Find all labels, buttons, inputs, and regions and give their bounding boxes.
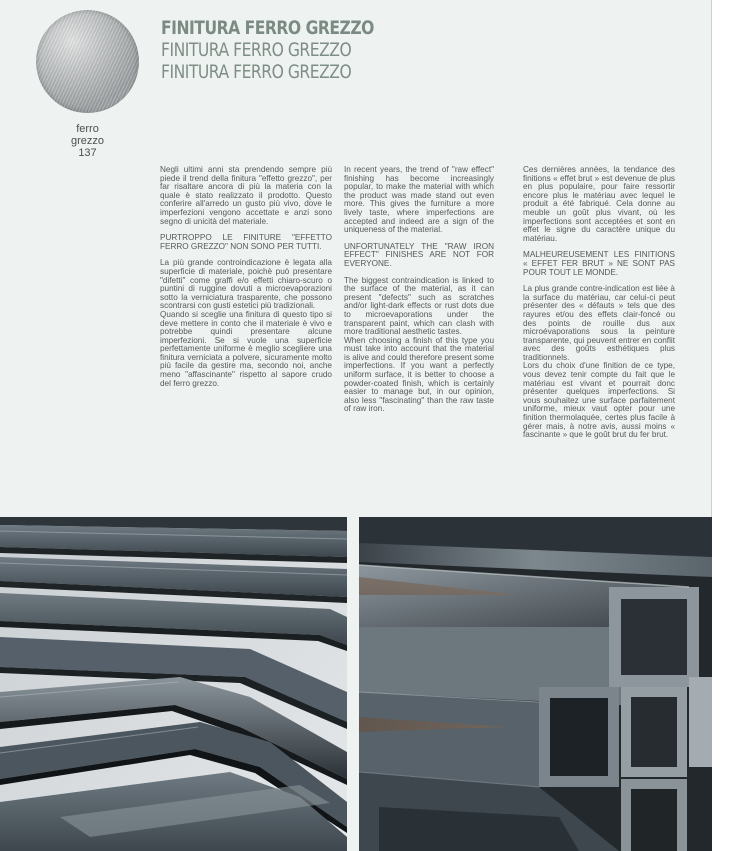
tube-end-3	[621, 687, 687, 777]
italian-intro: Negli ultimi anni sta prendendo sempre più piede il trend della finitura "effetto grezzo", per far risaltare ancora di più la materia con la quale è stato realizzato il prodotto. Questo conferire all'arredo un gusto più vivo, dove le imperfezioni vengono accettate e anzi sono segno di unicità del materiale.	[160, 165, 332, 226]
page-titles	[161, 17, 421, 83]
italian-choice: Quando si sceglie una finitura di questo tipo si deve mettere in conto che il materiale è vivo e potrebbe quindi presentare alcune imperfezioni. Se si vuole una superficie perfettamente uniforme è meglio scegliere una finitura verniciata a polvere, sicuramente molto più facile da gestire ma, secondo noi, anche meno "affascinante" rispetto al sapore crudo del ferro grezzo.	[160, 309, 332, 388]
english-warning: UNFORTUNATELY THE "RAW IRON EFFECT" FINISHES ARE NOT FOR EVERYONE.	[344, 241, 494, 268]
raw-iron-flat-bars-photo	[0, 517, 347, 851]
title-english: FINITURA FERRO GREZZO	[161, 39, 352, 61]
english-intro: In recent years, the trend of "raw effect" finishing has become increasingly popular, to make the material with which the product was made stand out even more. This gives the furniture a more lively taste, where imperfections are accepted and indeed are a sign of the uniqueness of the material.	[344, 165, 494, 235]
tube-end-2	[539, 687, 619, 787]
english-text-column	[344, 166, 494, 422]
tube-end-1	[609, 587, 699, 687]
swatch-name-line-1: ferro	[76, 123, 99, 135]
italian-contraindication: La più grande controindicazione è legata alla superficie di materiale, poichè può presentare "difetti" come graffi e/o effetti chiaro-scuro o puntini di ruggine dovuti a microevaporazioni sotto la verniciatura trasparente, che possono scontrarsi con gusti estetici più tradizionali.	[160, 258, 332, 311]
italian-warning: PURTROPPO LE FINITURE "EFFETTO FERRO GREZZO" NON SONO PER TUTTI.	[160, 233, 332, 251]
flat-bars-illustration	[0, 517, 347, 851]
swatch-code: 137	[78, 147, 97, 159]
french-warning: MALHEUREUSEMENT LES FINITIONS « EFFET FER BRUT » NE SONT PAS POUR TOUT LE MONDE.	[523, 250, 675, 277]
title-french: FINITURA FERRO GREZZO	[161, 61, 352, 83]
raw-iron-swatch	[36, 10, 139, 113]
raw-iron-square-tubes-photo	[359, 517, 712, 851]
french-text-column	[523, 166, 675, 448]
french-contraindication: La plus grande contre-indication est liée à la surface du matériau, car celui-ci peut présenter des « défauts » tels que des rayures et/ou des effets clair-foncé ou des points de rouille dus aux microévaporations sous la peinture transparente, qui peuvent entrer en conflit avec des goûts esthétiques plus traditionnels.	[523, 284, 675, 362]
swatch-caption	[36, 123, 139, 159]
english-contraindication: The biggest contraindication is linked to the surface of the material, as it can present "defects" such as scratches and/or light-dark effects or rust dots due to microevaporations under the transparent paint, which can clash with more traditional aesthetic tastes.	[344, 275, 494, 337]
french-choice: Lors du choix d'une finition de ce type, vous devez tenir compte du fait que le matériau est vivant et pourrait donc présenter quelques imperfections. Si vous souhaitez une surface parfaitement uniforme, mieux vaut opter pour une finition thermolaquée, certes plus facile à gérer mais, à notre avis, aussi moins « fascinante » que le goût brut du fer brut.	[523, 361, 675, 440]
title-italian: FINITURA FERRO GREZZO	[161, 17, 374, 39]
tube-end-4	[689, 677, 712, 767]
swatch-name-line-2: grezzo	[70, 135, 105, 147]
page-margin	[712, 0, 732, 851]
square-tubes-illustration	[359, 517, 712, 851]
tube-end-5	[621, 779, 687, 851]
english-choice: When choosing a finish of this type you must take into account that the material is alive and could therefore present some imperfections. If you want a perfectly uniform surface, it is better to choose a powder-coated finish, which is certainly easier to manage but, in our opinion, also less "fascinating" than the raw taste of raw iron.	[344, 335, 494, 414]
italian-text-column	[160, 166, 332, 396]
french-intro: Ces dernières années, la tendance des finitions « effet brut » est devenue de plus en plus populaire, pour faire ressortir encore plus le matériau avec lequel le produit a été fabriqué. Cela donne au meuble un goût plus vivant, où les imperfections sont acceptées et sont en effet le signe du caractère unique du matériau.	[523, 165, 675, 243]
